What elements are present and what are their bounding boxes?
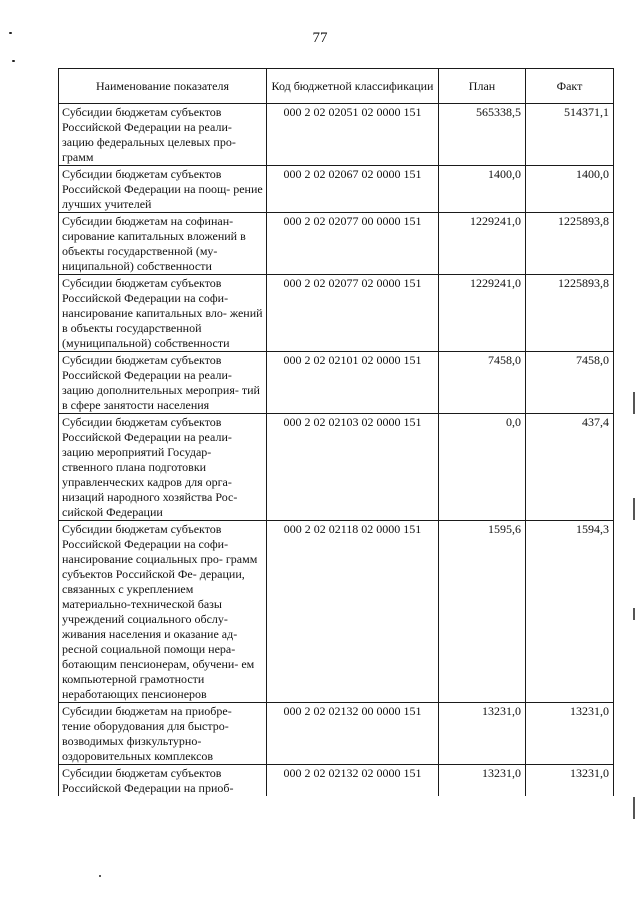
table-row: [59, 166, 614, 213]
table-row: [59, 275, 614, 352]
row-fact: 13231,0: [526, 703, 614, 765]
scan-edge-mark: [633, 797, 635, 819]
header-plan: План: [439, 69, 526, 104]
header-name: Наименование показателя: [59, 69, 267, 104]
table-row: [59, 352, 614, 414]
row-code: 000 2 02 02103 02 0000 151: [267, 414, 439, 521]
budget-table: [58, 68, 614, 796]
scan-edge-mark: [633, 392, 635, 414]
row-plan: 1229241,0: [439, 213, 526, 275]
scan-edge-mark: [633, 498, 635, 520]
row-code: 000 2 02 02101 02 0000 151: [267, 352, 439, 414]
row-plan: 1400,0: [439, 166, 526, 213]
row-plan: 13231,0: [439, 765, 526, 797]
row-code: 000 2 02 02077 00 0000 151: [267, 213, 439, 275]
page-number: 77: [312, 30, 328, 46]
row-plan: 1229241,0: [439, 275, 526, 352]
row-fact: 7458,0: [526, 352, 614, 414]
row-fact: 1594,3: [526, 521, 614, 703]
row-plan: 1595,6: [439, 521, 526, 703]
row-name: Субсидии бюджетам субъектов Российской Федерации на реали- зацию дополнительных мероприя- тий в сфере занятости населения: [59, 352, 267, 414]
row-fact: 1400,0: [526, 166, 614, 213]
row-name: Субсидии бюджетам на софинан- сирование капитальных вложений в объекты государственной (му- ниципальной) собственности: [59, 213, 267, 275]
row-name: Субсидии бюджетам субъектов Российской Федерации на софи- нансирование социальных про- грамм субъектов Российской Фе- дерации, связанных с укреплением материально-технической базы учреждений социального обслу- живания населения и оказание ад- ресной социальной помощи нера- ботающим пенсионерам, обучени- ем компьютерной грамотности неработающих пенсионеров: [59, 521, 267, 703]
row-code: 000 2 02 02067 02 0000 151: [267, 166, 439, 213]
row-code: 000 2 02 02118 02 0000 151: [267, 521, 439, 703]
row-name: Субсидии бюджетам субъектов Российской Федерации на софи- нансирование капитальных вло- жений в объекты государственной (муниципальной) собственности: [59, 275, 267, 352]
row-name: Субсидии бюджетам субъектов Российской Федерации на приоб-: [59, 765, 267, 797]
row-name: Субсидии бюджетам субъектов Российской Федерации на реали- зацию мероприятий Государ- ственного плана подготовки управленческих кадров для орга- низаций народного хозяйства Рос- сийской Федерации: [59, 414, 267, 521]
row-plan: 0,0: [439, 414, 526, 521]
row-code: 000 2 02 02132 02 0000 151: [267, 765, 439, 797]
row-plan: 7458,0: [439, 352, 526, 414]
row-fact: 514371,1: [526, 104, 614, 166]
scan-speck: [99, 875, 101, 877]
table-row: [59, 213, 614, 275]
row-name: Субсидии бюджетам субъектов Российской Федерации на реали- зацию федеральных целевых про- грамм: [59, 104, 267, 166]
row-code: 000 2 02 02132 00 0000 151: [267, 703, 439, 765]
scan-speck: [12, 60, 15, 62]
table-row: [59, 765, 614, 797]
row-name: Субсидии бюджетам на приобре- тение оборудования для быстро- возводимых физкультурно- оздоровительных комплексов: [59, 703, 267, 765]
row-name: Субсидии бюджетам субъектов Российской Федерации на поощ- рение лучших учителей: [59, 166, 267, 213]
table-row: [59, 703, 614, 765]
row-fact: 1225893,8: [526, 213, 614, 275]
header-fact: Факт: [526, 69, 614, 104]
header-code: Код бюджетной классификации: [267, 69, 439, 104]
scan-edge-mark: [633, 608, 635, 620]
scan-speck: [9, 32, 12, 34]
row-fact: 437,4: [526, 414, 614, 521]
row-fact: 13231,0: [526, 765, 614, 797]
row-fact: 1225893,8: [526, 275, 614, 352]
row-code: 000 2 02 02077 02 0000 151: [267, 275, 439, 352]
table-header-row: [59, 69, 614, 104]
table-row: [59, 104, 614, 166]
row-plan: 13231,0: [439, 703, 526, 765]
table-row: [59, 521, 614, 703]
row-plan: 565338,5: [439, 104, 526, 166]
table-row: [59, 414, 614, 521]
row-code: 000 2 02 02051 02 0000 151: [267, 104, 439, 166]
